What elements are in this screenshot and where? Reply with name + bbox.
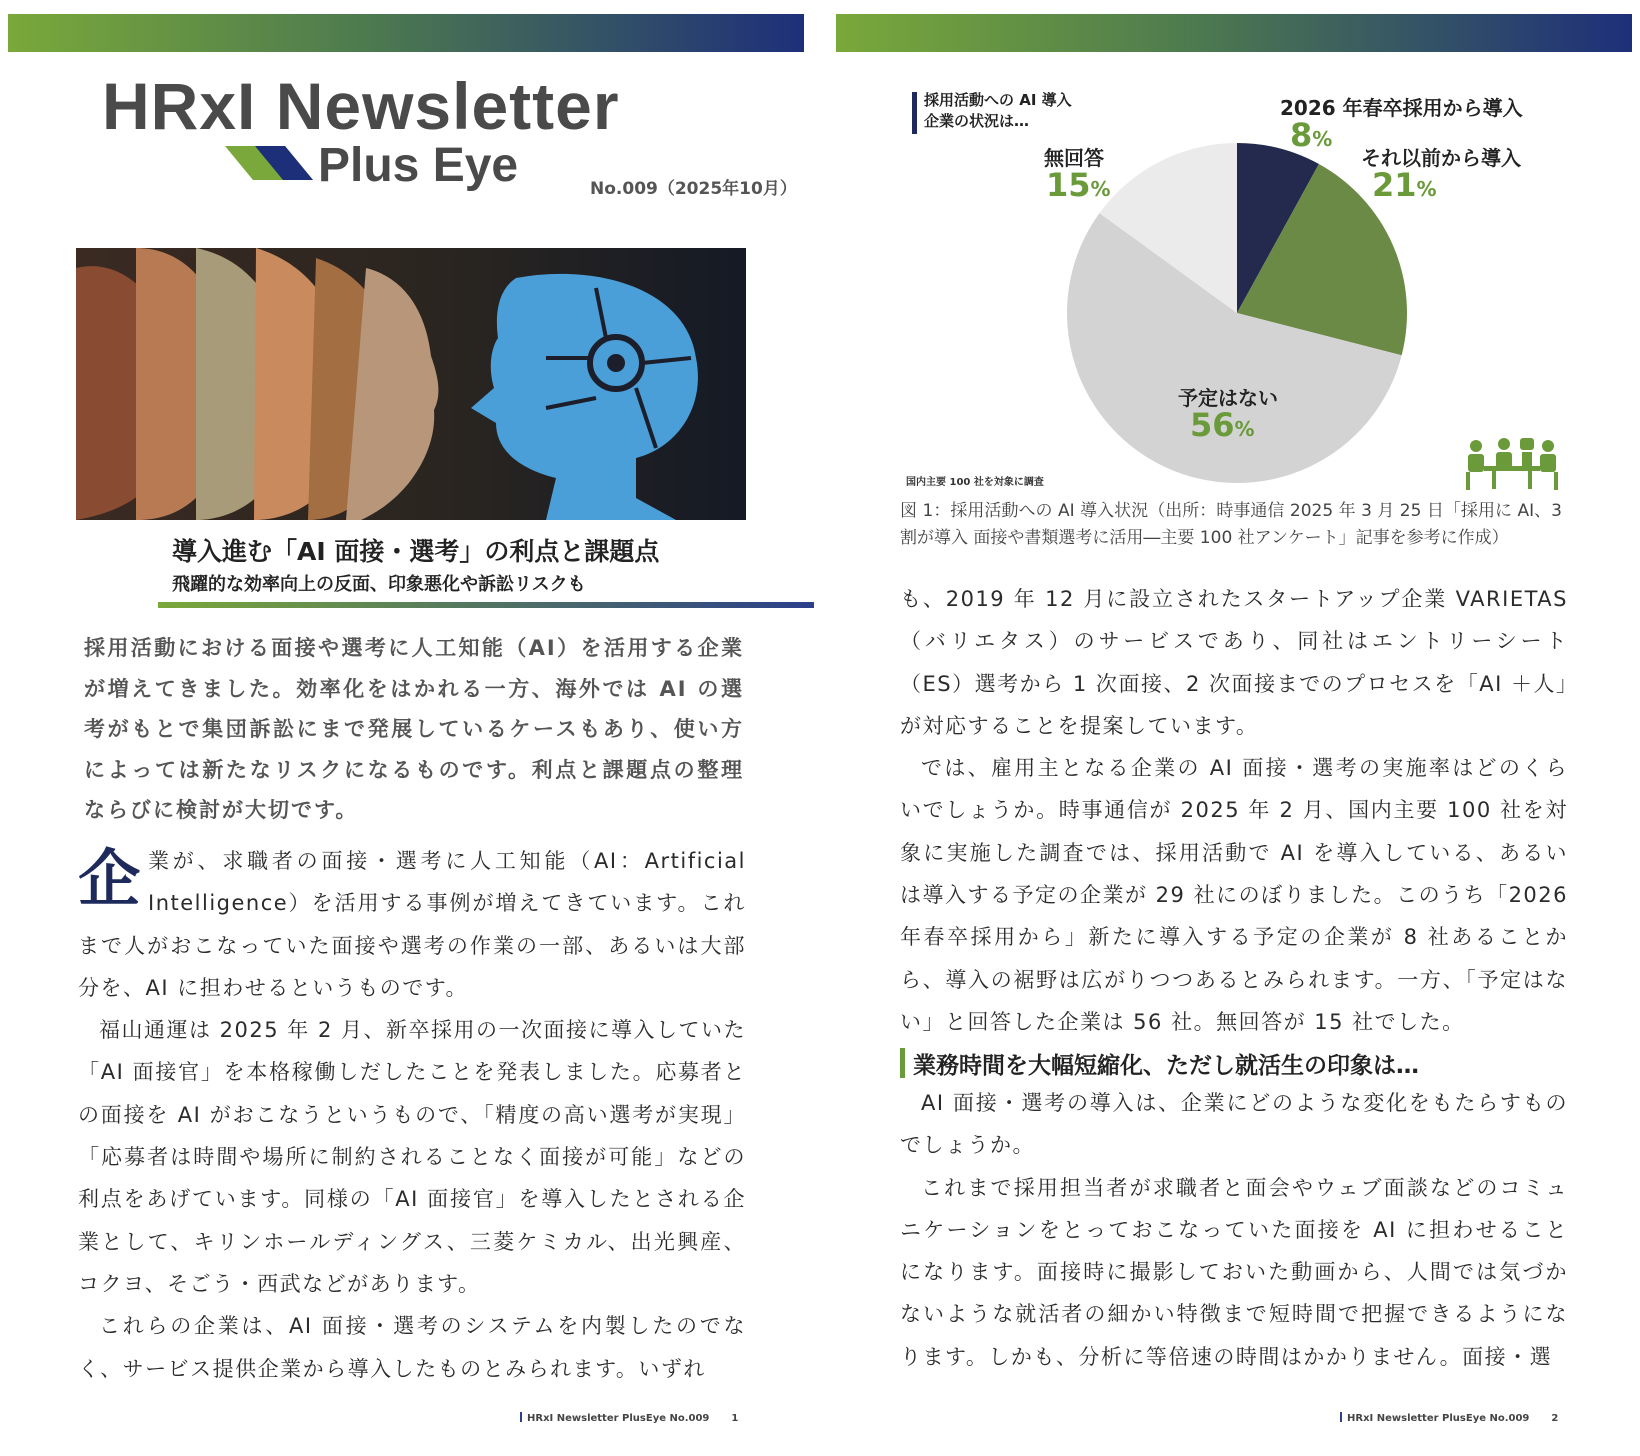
pie-label-2026: 2026 年春卒採用から導入 [1280, 96, 1523, 120]
body-paragraph-2: 福山通運は 2025 年 2 月、新卒採用の一次面接に導入していた「AI 面接官」を本格稼働しだしたことを発表しました。応募者との面接を AI がおこなうというもので、「精度の高い選考が実現」「応募者は時間や場所に制約されることなく面接が可能」などの利点をあげています。同様の「AI 面接官」を導入したとされる企業として、キリンホールディングス、三菱ケミカル、出光興産、コクヨ、そごう・西武などがあります。 [78, 1018, 747, 1296]
pie-label-no-answer: 無回答 [1044, 146, 1104, 170]
pie-value-2026: 8% [1290, 116, 1333, 154]
hero-illustration [76, 248, 746, 520]
body-paragraph-change: AI 面接・選考の導入は、企業にどのような変化をもたらすものでしょうか。 [900, 1091, 1568, 1158]
footer-bar [1340, 1412, 1342, 1422]
meeting-people-icon [1462, 436, 1562, 492]
figure-caption: 図 1：採用活動への AI 導入状況（出所：時事通信 2025 年 3 月 25 日「採用に AI、3 割が導入 面接や書類選考に活用―主要 100 社アンケート」記事を参考に作成） [900, 501, 1562, 548]
footer-text: HRxI Newsletter PlusEye No.009 [527, 1413, 710, 1424]
pie-label-no-plan: 予定はない [1178, 386, 1278, 410]
article-subheadline: 飛躍的な効率向上の反面、印象悪化や訴訟リスクも [172, 574, 586, 595]
newsletter-page-1 [0, 0, 812, 1456]
section-heading-bar [900, 1048, 905, 1078]
article-body-page2-bottom [900, 1082, 1568, 1378]
page-footer [1340, 1412, 1558, 1424]
header-gradient-bar [8, 14, 804, 52]
masthead-arrow-icon [225, 146, 313, 180]
footer-bar [520, 1412, 522, 1422]
pie-value-no-answer: 15% [1046, 166, 1111, 204]
page-number: 2 [1551, 1413, 1559, 1424]
chart-title-line-2: 企業の状況は… [924, 112, 1030, 130]
page-footer [520, 1412, 738, 1424]
chart-title-line-1: 採用活動への AI 導入 [924, 91, 1072, 109]
article-headline: 導入進む「AI 面接・選考」の利点と課題点 [172, 537, 660, 566]
footer-text: HRxI Newsletter PlusEye No.009 [1347, 1413, 1530, 1424]
dropcap-glyph [78, 844, 142, 908]
article-body-page2-top [900, 578, 1568, 1043]
survey-note: 国内主要 100 社を対象に調査 [906, 477, 1044, 488]
pie-value-earlier: 21% [1372, 166, 1437, 204]
masthead-subtitle: Plus Eye [318, 139, 519, 192]
body-paragraph-continued: も、2019 年 12 月に設立されたスタートアップ企業 VARIETAS（バリエタス）のサービスであり、同社はエントリーシート（ES）選考から 1 次面接、2 次面接までのプロセスを「AI ＋人」が対応することを提案しています。 [900, 587, 1568, 738]
pie-value-no-plan: 56% [1190, 406, 1255, 444]
lead-paragraph: 採用活動における面接や選考に人工知能（AI）を活用する企業が増えてきました。効率化をはかれる一方、海外では AI の選考がもとで集団訴訟にまで発展しているケースもあり、使い方によっては新たなリスクになるものです。利点と課題点の整理ならびに検討が大切です。 [84, 636, 744, 822]
section-heading-text: 業務時間を大幅短縮化、ただし就活生の印象は… [913, 1053, 1419, 1079]
masthead-title: HRxI Newsletter [102, 69, 620, 143]
issue-number: No.009（2025年10月） [590, 179, 797, 199]
page-number: 1 [731, 1413, 739, 1424]
newsletter-page-2 [828, 0, 1640, 1456]
body-paragraph-1: 業が、求職者の面接・選考に人工知能（AI：Artificial Intelligence）を活用する事例が増えてきています。これまで人がおこなっていた面接や選考の作業の一部、あるいは大部分を、AI に担わせるというものです。 [78, 849, 746, 1000]
article-body-page1 [78, 840, 746, 1390]
ai-head-profiles-image [76, 248, 746, 520]
section-heading [900, 1047, 1419, 1080]
body-paragraph-ai-interview: これまで採用担当者が求職者と面会やウェブ面談などのコミュニケーションをとっておこなっていた面接を AI に担わせることになります。面接時に撮影しておいた動画から、人間では気づかないような就活者の細かい特徴まで短時間で把握できるようになります。しかも、分析に等倍速の時間はかかりません。面接・選 [900, 1175, 1568, 1369]
pie-label-earlier: それ以前から導入 [1361, 146, 1521, 170]
dropcap-letter: 企 [78, 844, 142, 908]
body-paragraph-survey: では、雇用主となる企業の AI 面接・選考の実施率はどのくらいでしょうか。時事通信が 2025 年 2 月、国内主要 100 社を対象に実施した調査では、採用活動で AI を導入している、あるいは導入する予定の企業が 29 社にのぼりました。このうち「2026 年春卒採用から」新たに導入する予定の企業が 8 社あることから、導入の裾野は広がりつつあるとみられます。一方、「予定はない」と回答した企業は 56 社。無回答が 15 社でした。 [900, 756, 1569, 1034]
headline-divider [158, 602, 814, 608]
body-paragraph-3: これらの企業は、AI 面接・選考のシステムを内製したのでなく、サービス提供企業から導入したものとみられます。いずれ [78, 1314, 746, 1381]
